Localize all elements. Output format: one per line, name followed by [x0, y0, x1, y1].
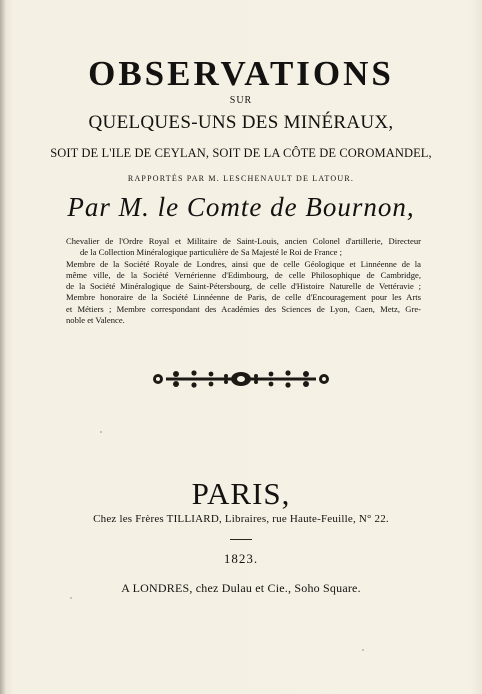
credentials-line: de la Collection Minéralogique particulière de Sa Majesté le Roi de France ; — [80, 247, 343, 258]
subtitle-line-2: SOIT DE L'ILE DE CEYLAN, SOIT DE LA CÔTE DE COROMANDEL, — [50, 146, 432, 160]
author-name: Par M. le Comte de Bournon, — [67, 192, 415, 222]
imprint-city: PARIS, — [191, 476, 291, 511]
author-credentials — [66, 236, 421, 326]
title-connector: SUR — [229, 95, 253, 106]
reported-by-line: RAPPORTÉS PAR M. LESCHENAULT DE LATOUR. — [127, 174, 355, 183]
publication-year: 1823. — [223, 551, 259, 566]
paper-speck — [70, 597, 72, 599]
credentials-line: noble et Valence. — [66, 315, 125, 326]
credentials-line: même ville, de la Société Vernérienne d'Edimbourg, de celle Philosophique de Cambridge, — [66, 269, 421, 280]
credentials-line: de la Société Minéralogique de Saint-Pétersbourg, de celle d'Histoire Naturelle de Vettéravie ; — [66, 281, 421, 292]
publisher-line: Chez les Frères TILLIARD, Libraires, rue Haute-Feuille, N° 22. — [93, 513, 389, 525]
credentials-line: Membre de la Société Royale de Londres, ainsi que de celle Géologique et Linnéenne de la — [66, 258, 421, 269]
credentials-line: Membre honoraire de la Société Linnéenne de Paris, de celle d'Encouragement pour les Arts — [66, 292, 421, 303]
separator-rule — [230, 539, 252, 540]
london-distributor-line: A LONDRES, chez Dulau et Cie., Soho Square. — [121, 581, 361, 595]
book-title: OBSERVATIONS — [88, 54, 394, 93]
credentials-line: et Métiers ; Membre correspondant des Académies des Sciences de Lyon, Caen, Metz, Gre- — [66, 303, 421, 314]
credentials-line: Chevalier de l'Ordre Royal et Militaire de Saint-Louis, ancien Colonel d'artillerie, Directeur — [66, 236, 421, 246]
subtitle-line-1: QUELQUES-UNS DES MINÉRAUX, — [88, 112, 394, 133]
paper-speck — [100, 431, 102, 433]
paper-speck — [362, 649, 364, 651]
ornament-vignette-icon — [146, 368, 336, 390]
